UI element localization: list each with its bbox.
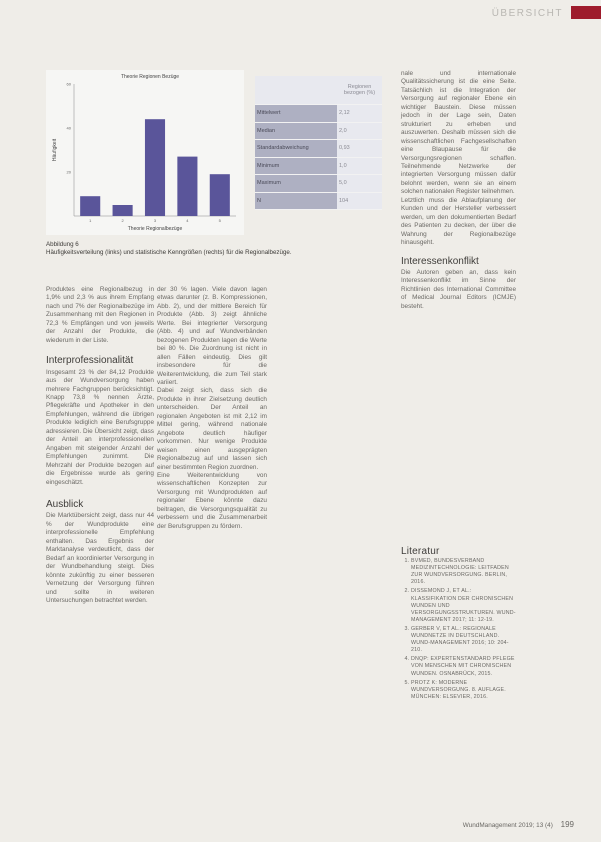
chart-bar (113, 205, 133, 216)
chart-bar (210, 174, 230, 216)
chart-bar (177, 157, 197, 216)
row-label: Median (255, 122, 337, 140)
row-label: Maximum (255, 175, 337, 193)
interprofessional-paragraph: Insgesamt 23 % der 84,12 Produkte aus der Wundversorgung haben mehrere Fachgruppen berücksichtigt. Knapp 73,8 % nennen Ärzte, Pflegekräfte und Apotheker in den Empfehlungen, während die übrigen Produkte lediglich eine Berufsgruppe adressieren. Die Übersicht zeigt, dass der Anteil an interprofessionellen Angaben mit steigender Anzahl der Empfehlungen zunimmt. Die Mehrzahl der Produkte bezogen auf die Ergebnisse wurde als gering eingeschätzt. (46, 368, 154, 486)
literature-list (401, 558, 516, 701)
table-row (255, 157, 382, 175)
heading-ausblick: Ausblick (46, 498, 84, 510)
chart-bar (80, 196, 100, 216)
row-value: 5,0 (337, 175, 382, 193)
table-header-label: Regionen bezogen (%) (337, 76, 382, 105)
row-label: Mittelwert (255, 105, 337, 123)
literature-item: 1. BVMED, BUNDESVERBAND MEDIZINTECHNOLOGIE: LEITFADEN ZUR WUNDVERSORGUNG. BERLIN, 2016. (411, 558, 516, 586)
literature-item: 2. DISSEMOND J, ET AL.: KLASSIFIKATION DER CHRONISCHEN WUNDEN UND VERSORGUNGSSTRUKTUREN. WUND-MANAGEMENT 2017; 11: 12-19. (411, 588, 516, 623)
heading-interessenkonflikt: Interessenkonflikt (401, 255, 479, 267)
x-tick-label: 4 (186, 218, 189, 223)
ausblick-paragraph: Die Marktübersicht zeigt, dass nur 44 % der Wundprodukte eine interprofessionelle Empfehlung enthalten. Das Ergebnis der Marktanalyse verdeutlicht, dass der Bedarf an koordinierter Versorgung in der Wundbehandlung steigt. Dies könnte zukünftig zu einer besseren Vernetzung der Versorgung führen und sollte in weiteren Untersuchungen betrachtet werden. (46, 512, 154, 604)
row-value: 104 (337, 192, 382, 210)
table-row (255, 122, 382, 140)
x-tick-label: 5 (218, 218, 221, 223)
table-header-empty (255, 76, 337, 105)
middle-paragraph: der 30 % lagen. Viele davon lagen etwas darunter (z. B. Kompressionen, Abb. 2), und der mittlere Bereich für Produkte (Abb. 3) zeigt ähnliche Werte. Bei integrierter Versorgung (Abb. 4) und auf Wundverbänden bezogenen Produkten lagen die Werte bei 80 %. Die Zuordnung ist nicht in allen Fällen eindeutig. Dies gilt insbesondere für die Weiterentwicklung, die zum Teil stark variiert. Dabei zeigt sich, dass sich die Produkte in ihrer Zielsetzung deutlich unterscheiden. Der Anteil an regionalen Angeboten ist mit 2,12 im Mittel gering, während nationale Angebote deutlich häufiger vorkommen. Nur wenige Produkte weisen einen ausgeprägten Regionalbezug auf und lassen sich einer bestimmten Region zuordnen. Eine Weiterentwicklung von wissenschaftlichen Konzepten zur Versorgung mit Wundprodukten auf regionaler Ebene könnte dazu beitragen, die Versorgungsqualität zu verbessern und die Zusammenarbeit der Berufsgruppen zu fördern. (157, 286, 267, 530)
literature-item: 5. PROTZ K: MODERNE WUNDVERSORGUNG. 8. AUFLAGE. MÜNCHEN: ELSEVIER, 2016. (411, 680, 516, 701)
literature-section (401, 548, 516, 703)
row-value: 2,0 (337, 122, 382, 140)
figure-caption: Abbildung 6 Häufigkeitsverteilung (links) und statistische Kenngrößen (rechts) für die Regionalbezüge. (46, 241, 292, 257)
right-paragraph: nale und internationale Qualitätssicherung ist die eine Seite. Tatsächlich ist die Integration der Versorgung auf regionaler Ebene ein wichtiger Baustein. Diese müssen jedoch in der Lage sein, Daten strukturiert zu erheben und auszuwerten. Deshalb müssen sich die wissenschaftlichen Fachgesellschaften eine Blaupause für die Versorgungsregionen schaffen. Teilnehmende Netzwerke der integrierten Versorgung müssen dafür belohnt werden, wenn sie an einem solchen nationalen Register teilnehmen. Letztlich muss die Ablaufplanung der Kunden und der Hersteller verbessert werden, um den dokumentierten Bedarf des Patienten zu decken, der über die Wahrung der Regionalbezüge hinausgeht. (401, 70, 516, 247)
column-right (401, 70, 516, 311)
interessen-paragraph: Die Autoren geben an, dass kein Interessenkonflikt im Sinne der Richtlinien des International Committee of Medical Journal Editors (ICMJE) besteht. (401, 268, 516, 310)
section-label: ÜBERSICHT (491, 8, 563, 19)
histogram-chart (46, 70, 244, 235)
row-value: 1,0 (337, 157, 382, 175)
section-accent-bar (571, 6, 601, 19)
table-row (255, 192, 382, 210)
table-row (255, 175, 382, 193)
row-label: Minimum (255, 157, 337, 175)
row-label: N (255, 192, 337, 210)
page-footer (384, 820, 574, 829)
y-axis-label: Häufigkeit (52, 138, 58, 162)
table-row (255, 105, 382, 123)
heading-interprofessionalitaet: Interprofessionalität (46, 355, 134, 367)
literature-item: 4. DNQP: EXPERTENSTANDARD PFLEGE VON MENSCHEN MIT CHRONISCHEN WUNDEN. OSNABRÜCK, 2015. (411, 656, 516, 677)
table-row (255, 140, 382, 158)
table-header-row (255, 76, 382, 105)
y-tick-label: 40 (66, 125, 71, 131)
statistics-table (255, 76, 382, 210)
x-tick-label: 1 (89, 218, 92, 223)
heading-literatur: Literatur (401, 546, 440, 557)
y-tick-label: 20 (66, 169, 71, 175)
x-tick-label: 3 (153, 218, 157, 223)
chart-bar (145, 119, 165, 216)
row-label: Standardabweichung (255, 140, 337, 158)
row-value: 0,93 (337, 140, 382, 158)
x-axis-label: Theorie Regionalbezüge (127, 226, 183, 232)
column-left (46, 286, 154, 605)
intro-paragraph: Produktes eine Regionalbezug in 1,9% und 2,3 % aus ihrem Empfang nach und 7% der Regionalbezüge im Zusammenhang mit den Regionen in 72,3 % Empfängen und von jeweils der Anzahl der Produkte, die wiederum in der Liste. (46, 286, 154, 344)
row-value: 2,12 (337, 105, 382, 123)
chart-title: Theorie Regionen Bezüge (120, 74, 180, 80)
journal-name: WundManagement 2019; 13 (4) (462, 822, 553, 829)
column-middle (157, 286, 267, 531)
page-number: 199 (560, 820, 574, 829)
x-tick-label: 2 (121, 218, 124, 223)
literature-item: 3. GERBER V, ET AL.: REGIONALE WUNDNETZE IN DEUTSCHLAND. WUND-MANAGEMENT 2016; 10: 204-210. (411, 626, 516, 654)
y-tick-label: 60 (66, 81, 71, 87)
